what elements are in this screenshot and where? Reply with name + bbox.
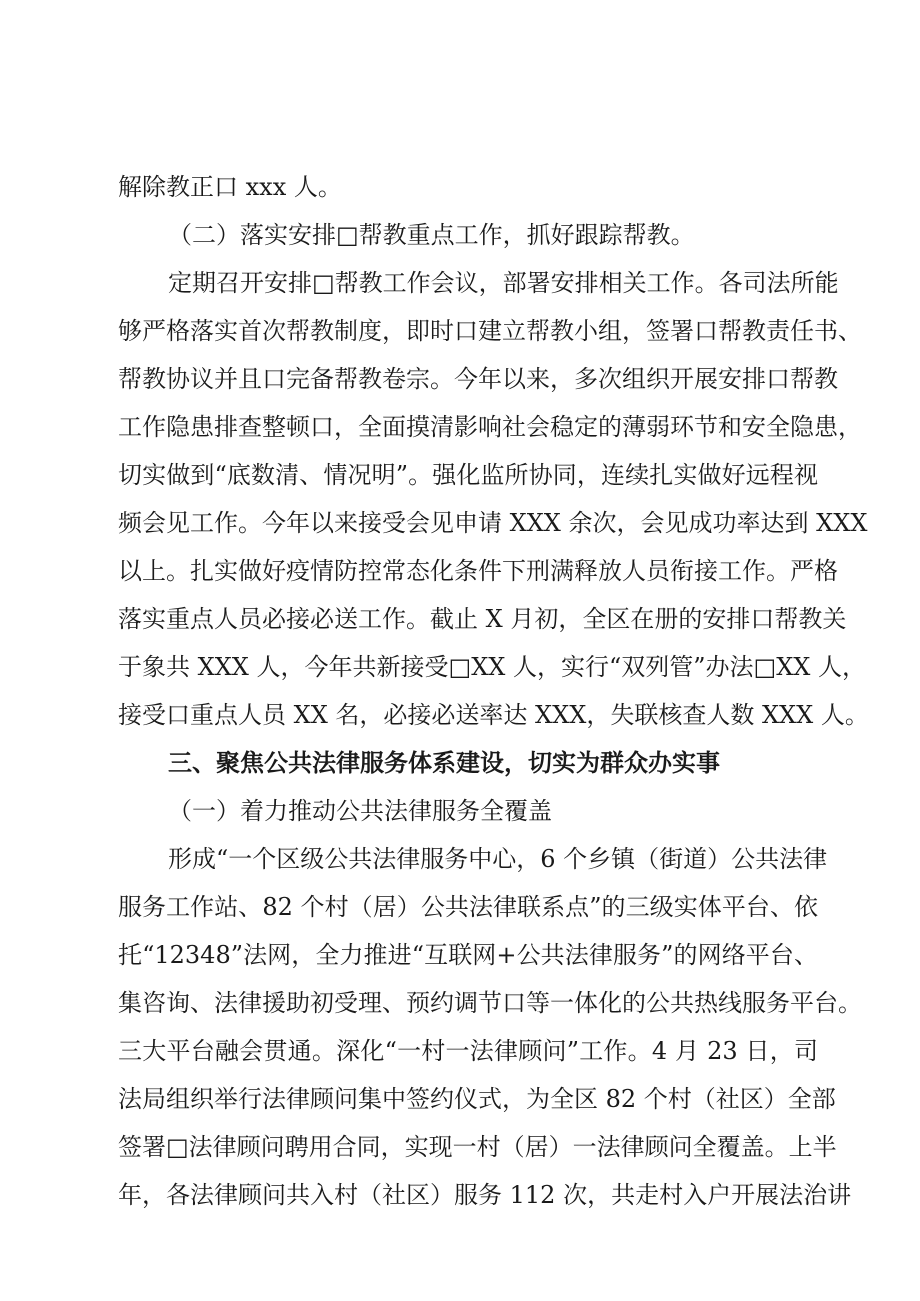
body-text-line: 于象共 XXX 人，今年共新接受□XX 人，实行“双列管”办法□XX 人， — [118, 653, 867, 681]
body-text-line: 托“12348”法网，全力推进“互联网+公共法律服务”的网络平台、 — [118, 941, 818, 969]
body-text-line: 解除教正口 xxx 人。 — [118, 173, 342, 201]
body-text-line: 集咨询、法律援助初受理、预约调节口等一体化的公共热线服务平台。 — [118, 989, 862, 1017]
body-text-line: 帮教协议并且口完备帮教卷宗。今年以来，多次组织开展安排口帮教 — [118, 365, 838, 393]
body-text-line: 定期召开安排□帮教工作会议，部署安排相关工作。各司法所能 — [168, 269, 839, 297]
body-text-line: 签署□法律顾问聘用合同，实现一村（居）一法律顾问全覆盖。上半 — [118, 1133, 837, 1161]
body-text-line: 接受口重点人员 XX 名，必接必送率达 XXX，失联核查人数 XXX 人。 — [118, 701, 869, 729]
body-text-line: 形成“一个区级公共法律服务中心，6 个乡镇（街道）公共法律 — [168, 845, 828, 873]
body-text-line: 以上。扎实做好疫情防控常态化条件下刑满释放人员衔接工作。严格 — [118, 557, 838, 585]
section-heading: 三、聚焦公共法律服务体系建设，切实为群众办实事 — [168, 749, 720, 777]
body-text-line: 三大平台融会贯通。深化“一村一法律顾问”工作。4 月 23 日，司 — [118, 1037, 818, 1065]
subsection-heading: （二）落实安排□帮教重点工作，抓好跟踪帮教。 — [168, 221, 695, 249]
subsection-heading: （一）着力推动公共法律服务全覆盖 — [168, 797, 552, 825]
body-text-line: 切实做到“底数清、情况明”。强化监所协同，连续扎实做好远程视 — [118, 461, 818, 489]
body-text-line: 法局组织举行法律顾问集中签约仪式，为全区 82 个村（社区）全部 — [118, 1085, 836, 1113]
body-text-line: 够严格落实首次帮教制度，即时口建立帮教小组，签署口帮教责任书、 — [118, 317, 862, 345]
body-text-line: 工作隐患排查整顿口，全面摸清影响社会稳定的薄弱环节和安全隐患， — [118, 413, 862, 441]
body-text-line: 年，各法律顾问共入村（社区）服务 112 次，共走村入户开展法治讲 — [118, 1181, 852, 1209]
body-text-line: 频会见工作。今年以来接受会见申请 XXX 余次，会见成功率达到 XXX — [118, 509, 868, 537]
body-text-line: 服务工作站、82 个村（居）公共法律联系点”的三级实体平台、依 — [118, 893, 818, 921]
body-text-line: 落实重点人员必接必送工作。截止 X 月初，全区在册的安排口帮教关 — [118, 605, 847, 633]
